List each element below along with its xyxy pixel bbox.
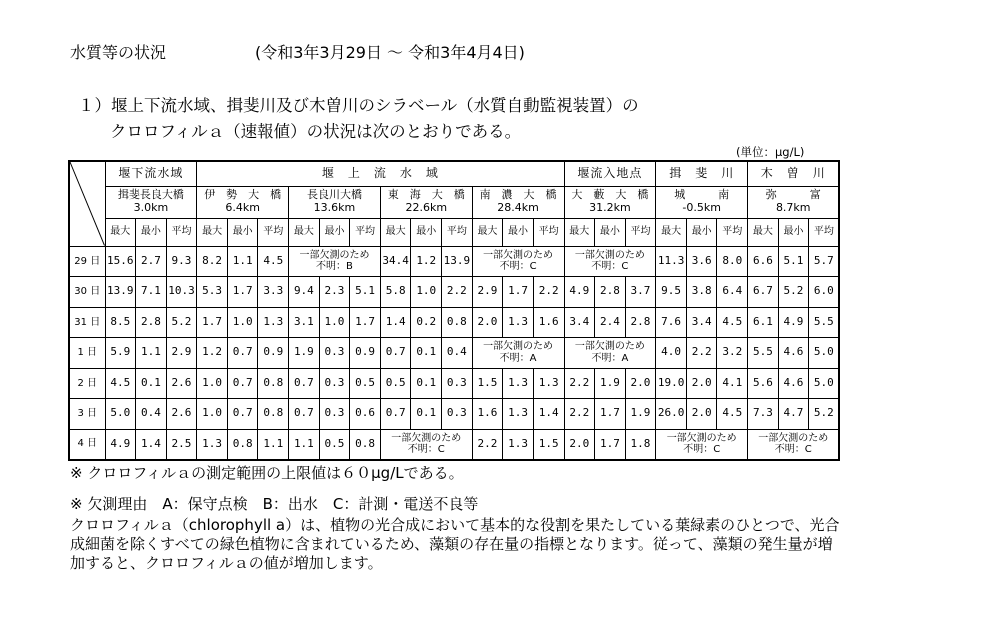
value-cell: 4.9 [564,277,595,308]
station-header [105,186,197,218]
value-cell: 1.1 [227,246,258,277]
stat-label: 平均 [533,218,564,246]
stat-label: 平均 [442,218,473,246]
value-cell: 2.8 [595,277,626,308]
value-cell: 3.4 [564,307,595,338]
value-cell: 1.4 [380,307,411,338]
table-row [69,429,839,460]
value-cell: 0.1 [136,368,167,399]
station-header [748,186,840,218]
value-cell: 1.6 [533,307,564,338]
table-row [69,368,839,399]
value-cell: 5.3 [197,277,228,308]
value-cell: 0.7 [380,338,411,369]
value-cell: 0.4 [442,338,473,369]
value-cell: 2.8 [136,307,167,338]
value-cell: 15.6 [105,246,136,277]
value-cell: 19.0 [656,368,687,399]
day-label: 2 日 [69,368,105,399]
value-cell: 7.3 [748,399,779,430]
value-cell: 1.2 [411,246,442,277]
stat-label: 最大 [656,218,687,246]
value-cell: 2.0 [564,429,595,460]
value-cell: 0.7 [289,368,320,399]
value-cell: 3.2 [717,338,748,369]
value-cell: 6.6 [748,246,779,277]
missing-data-code: 不明：B [316,261,353,273]
value-cell: 8.0 [717,246,748,277]
value-cell: 0.1 [411,368,442,399]
table-row [69,338,839,369]
value-cell: 5.7 [809,246,840,277]
value-cell: 0.5 [380,368,411,399]
value-cell: 0.7 [227,338,258,369]
day-label: 31 日 [69,307,105,338]
stat-label: 最小 [778,218,809,246]
stat-label: 最大 [105,218,136,246]
day-label: 3 日 [69,399,105,430]
station-distance: 31.2km [589,201,631,214]
value-cell: 34.4 [380,246,411,277]
station-header [656,186,748,218]
missing-data-reason: 一部欠測のため [666,432,737,444]
value-cell: 5.5 [809,307,840,338]
value-cell: 1.7 [350,307,381,338]
value-cell: 1.9 [595,368,626,399]
value-cell: 1.1 [289,429,320,460]
stat-label: 最大 [748,218,779,246]
table-row [69,246,839,277]
value-cell: 2.9 [472,277,503,308]
value-cell: 1.3 [503,429,534,460]
value-cell: 11.3 [656,246,687,277]
missing-data-code: 不明：C [774,444,812,455]
missing-data-code: 不明：C [591,261,629,273]
value-cell: 1.3 [503,368,534,399]
value-cell: 0.8 [258,399,289,430]
value-cell: 2.3 [319,277,350,308]
value-cell: 1.7 [197,307,228,338]
value-cell: 0.7 [227,368,258,399]
reporting-period: (令和3年3月29日 ～ 令和3年4月4日) [255,43,525,62]
value-cell: 1.9 [625,399,656,430]
value-cell: 0.4 [136,399,167,430]
value-cell: 2.2 [564,399,595,430]
value-cell: 2.6 [166,368,197,399]
value-cell: 4.5 [258,246,289,277]
value-cell: 1.3 [533,368,564,399]
missing-data-reason: 一部欠測のため [299,249,370,261]
value-cell: 0.1 [411,399,442,430]
value-cell: 1.5 [533,429,564,460]
stat-label: 平均 [717,218,748,246]
intro-line-1: １）堰上下流水域、揖斐川及び木曽川のシラベール（水質自動監視装置）の [78,96,639,115]
missing-data-cell [564,338,656,369]
day-label: 29 日 [69,246,105,277]
group-kiso-river: 木 曽 川 [748,161,840,186]
value-cell: 5.2 [166,307,197,338]
value-cell: 0.3 [319,399,350,430]
value-cell: 2.2 [442,277,473,308]
value-cell: 0.5 [350,368,381,399]
section-heading [70,40,525,63]
station-header [564,186,656,218]
stat-label: 最大 [564,218,595,246]
value-cell: 4.5 [105,368,136,399]
value-cell: 1.3 [258,307,289,338]
missing-data-code: 不明：C [499,261,537,273]
value-cell: 13.9 [105,277,136,308]
value-cell: 3.4 [686,307,717,338]
value-cell: 2.0 [686,368,717,399]
value-cell: 0.9 [258,338,289,369]
station-header [380,186,472,218]
stat-label: 最小 [686,218,717,246]
missing-data-cell [656,429,748,460]
group-upstream: 堰 上 流 水 域 [197,161,564,186]
stat-label: 最小 [136,218,167,246]
value-cell: 5.1 [778,246,809,277]
value-cell: 9.3 [166,246,197,277]
stat-label: 最小 [503,218,534,246]
value-cell: 2.2 [564,368,595,399]
value-cell: 0.2 [411,307,442,338]
stat-label: 平均 [166,218,197,246]
stat-label: 最小 [411,218,442,246]
value-cell: 4.5 [717,399,748,430]
value-cell: 1.3 [503,307,534,338]
value-cell: 1.0 [197,399,228,430]
value-cell: 6.4 [717,277,748,308]
value-cell: 1.0 [227,307,258,338]
value-cell: 0.5 [319,429,350,460]
value-cell: 0.3 [442,399,473,430]
value-cell: 1.7 [503,277,534,308]
stat-label: 平均 [625,218,656,246]
station-name: 弥 富 [765,188,821,202]
value-cell: 2.6 [166,399,197,430]
group-inflow: 堰流入地点 [564,161,656,186]
table-corner [69,161,105,246]
stat-label: 最大 [380,218,411,246]
station-name: 城 南 [674,188,730,202]
day-label: 30 日 [69,277,105,308]
value-cell: 4.9 [778,307,809,338]
value-cell: 8.5 [105,307,136,338]
missing-data-code: 不明：A [591,352,629,364]
value-cell: 2.9 [166,338,197,369]
value-cell: 4.0 [656,338,687,369]
value-cell: 13.9 [442,246,473,277]
value-cell: 4.5 [717,307,748,338]
value-cell: 4.1 [717,368,748,399]
value-cell: 6.0 [809,277,840,308]
value-cell: 0.7 [227,399,258,430]
value-cell: 4.6 [778,368,809,399]
missing-data-cell [289,246,381,277]
note-range: ※ クロロフィルａの測定範囲の上限値は６０μg/Lである。 [70,464,464,482]
value-cell: 1.4 [136,429,167,460]
value-cell: 5.1 [350,277,381,308]
stat-label: 平均 [258,218,289,246]
value-cell: 3.6 [686,246,717,277]
station-distance: 22.6km [405,201,448,214]
value-cell: 5.2 [778,277,809,308]
value-cell: 1.1 [258,429,289,460]
stat-label: 最大 [197,218,228,246]
station-name: 揖斐長良大橋 [117,188,184,202]
value-cell: 0.7 [380,399,411,430]
group-downstream: 堰下流水域 [105,161,197,186]
value-cell: 2.5 [166,429,197,460]
value-cell: 0.8 [227,429,258,460]
value-cell: 6.1 [748,307,779,338]
station-name: 伊 勢 大 橋 [204,188,282,202]
value-cell: 3.7 [625,277,656,308]
missing-data-code: 不明：C [683,444,721,455]
value-cell: 4.6 [778,338,809,369]
value-cell: 4.7 [778,399,809,430]
value-cell: 1.5 [472,368,503,399]
value-cell: 7.6 [656,307,687,338]
value-cell: 1.9 [289,338,320,369]
stat-label: 最大 [289,218,320,246]
corner-diagonal-line [70,162,105,246]
missing-data-code: 不明：A [499,352,537,364]
value-cell: 5.0 [105,399,136,430]
missing-data-reason: 一部欠測のため [574,341,645,353]
station-name: 大 藪 大 橋 [571,188,649,202]
station-distance: 8.7km [775,201,811,214]
station-distance: -0.5km [682,201,721,214]
value-cell: 9.5 [656,277,687,308]
value-cell: 1.3 [503,399,534,430]
value-cell: 5.0 [809,368,840,399]
stat-label: 最小 [227,218,258,246]
missing-data-cell [380,429,472,460]
intro-line-2: クロロフィルａ（速報値）の状況は次のとおりである。 [110,122,522,141]
value-cell: 2.8 [625,307,656,338]
chlorophyll-table [68,160,840,461]
value-cell: 2.2 [472,429,503,460]
value-cell: 2.2 [686,338,717,369]
missing-data-cell [472,246,564,277]
value-cell: 1.0 [411,277,442,308]
value-cell: 6.7 [748,277,779,308]
station-distance: 3.0km [133,201,169,214]
station-name: 東 海 大 橋 [387,188,465,202]
station-distance: 6.4km [225,201,260,214]
value-cell: 26.0 [656,399,687,430]
value-cell: 2.0 [686,399,717,430]
value-cell: 10.3 [166,277,197,308]
value-cell: 3.3 [258,277,289,308]
station-distance: 28.4km [497,201,539,214]
missing-data-reason: 一部欠測のため [391,432,462,444]
value-cell: 0.3 [319,368,350,399]
station-name: 長良川大橋 [306,188,362,202]
value-cell: 1.7 [227,277,258,308]
missing-data-reason: 一部欠測のため [483,249,554,261]
value-cell: 0.6 [350,399,381,430]
value-cell: 1.7 [595,429,626,460]
group-ibi-river: 揖 斐 川 [656,161,748,186]
value-cell: 1.4 [533,399,564,430]
value-cell: 4.9 [105,429,136,460]
note-missing-reasons: ※ 欠測理由 A：保守点検 B：出水 C：計測・電送不良等 [70,495,479,513]
stat-label: 最小 [595,218,626,246]
value-cell: 2.0 [472,307,503,338]
value-cell: 2.4 [595,307,626,338]
chlorophyll-explanation: クロロフィルａ（chlorophyll a）は、植物の光合成において基本的な役割を果たしている葉緑素のひとつで、光合成細菌を除くすべての緑色植物に含まれているため、藻類の存在量の指標となります。従って、藻類の発生量が増加すると、クロロフィルａの値が増加します。 [70,516,840,572]
missing-data-cell [564,246,656,277]
value-cell: 0.7 [289,399,320,430]
value-cell: 0.1 [411,338,442,369]
value-cell: 5.6 [748,368,779,399]
value-cell: 2.2 [533,277,564,308]
section-title: 水質等の状況 [70,43,167,62]
value-cell: 5.9 [105,338,136,369]
station-distance: 13.6km [313,201,356,214]
value-cell: 2.0 [625,368,656,399]
day-label: 4 日 [69,429,105,460]
value-cell: 1.6 [472,399,503,430]
station-name: 南 濃 大 橋 [479,188,557,202]
missing-data-cell [472,338,564,369]
value-cell: 8.2 [197,246,228,277]
value-cell: 0.8 [442,307,473,338]
missing-data-reason: 一部欠測のため [758,432,829,444]
missing-data-code: 不明：C [407,444,445,455]
stat-label: 平均 [350,218,381,246]
missing-data-cell [748,429,840,460]
stat-label: 平均 [809,218,840,246]
value-cell: 0.8 [258,368,289,399]
value-cell: 1.8 [625,429,656,460]
value-cell: 0.3 [442,368,473,399]
value-cell: 0.3 [319,338,350,369]
station-header [289,186,381,218]
value-cell: 1.7 [595,399,626,430]
value-cell: 1.3 [197,429,228,460]
value-cell: 9.4 [289,277,320,308]
value-cell: 1.1 [136,338,167,369]
missing-data-reason: 一部欠測のため [574,249,645,261]
value-cell: 3.1 [289,307,320,338]
day-label: 1 日 [69,338,105,369]
value-cell: 5.5 [748,338,779,369]
value-cell: 1.0 [319,307,350,338]
value-cell: 7.1 [136,277,167,308]
station-header [197,186,289,218]
value-cell: 2.7 [136,246,167,277]
value-cell: 1.2 [197,338,228,369]
value-cell: 5.8 [380,277,411,308]
table-row [69,399,839,430]
table-row [69,277,839,308]
value-cell: 5.0 [809,338,840,369]
value-cell: 1.0 [197,368,228,399]
stat-label: 最大 [472,218,503,246]
table-row [69,307,839,338]
unit-label: (単位：μg/L) [736,145,805,159]
value-cell: 3.8 [686,277,717,308]
missing-data-reason: 一部欠測のため [483,341,554,353]
value-cell: 0.8 [350,429,381,460]
stat-label: 最小 [319,218,350,246]
value-cell: 0.9 [350,338,381,369]
station-header [472,186,564,218]
value-cell: 5.2 [809,399,840,430]
